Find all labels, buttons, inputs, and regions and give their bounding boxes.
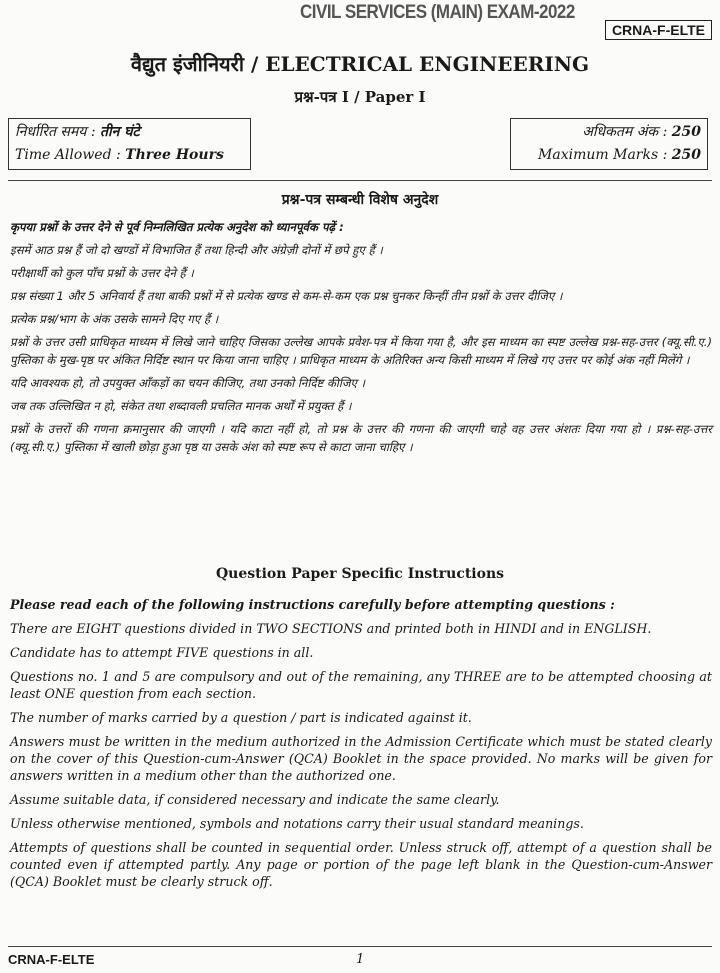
hindi-instruction-item: प्रश्नों के उत्तर उसी प्राधिकृत माध्यम में लिखे जाने चाहिए जिसका उल्लेख आपके प्रवेश-पत्र में किया गया है, और इस माध्यम का स्पष्ट उल्लेख प्रश्न-सह-उत्तर (क्यू.सी.ए.) पुस्तिका के मुख-पृष्ठ पर अंकित निर्दिष्ट स्थान पर किया जाना चाहिए । प्राधिकृत माध्यम के अतिरिक्त अन्य किसी माध्यम में लिखे गए उत्तर पर कोई अंक नहीं मिलेंगे । (10, 335, 712, 367)
hindi-intro: कृपया प्रश्नों के उत्तर देने से पूर्व निम्नलिखित प्रत्येक अनुदेश को ध्यानपूर्वक पढ़ें : (10, 220, 344, 234)
exam-header: CIVIL SERVICES (MAIN) EXAM-2022 (300, 0, 575, 23)
time-hi-label: निर्धारित समय : (15, 124, 96, 140)
english-instruction-item: Attempts of questions shall be counted in sequential order. Unless struck off, attempt of a question shall be counted even if attempted partly. Any page or portion of the page left blank in the Question-cum-Answer (QCA) Booklet must be clearly struck off. (10, 840, 712, 889)
page-number: 1 (356, 952, 365, 967)
hindi-instruction-item: परीक्षार्थी को कुल पाँच प्रश्नों के उत्तर देने हैं । (10, 266, 194, 280)
hindi-instruction-item: प्रश्न संख्या 1 और 5 अनिवार्य हैं तथा बाकी प्रश्नों में से प्रत्येक खण्ड से कम-से-कम एक प्रश्न चुनकर किन्हीं तीन प्रश्नों के उत्तर दीजिए । (10, 289, 563, 303)
paper-title: वैद्युत इंजीनियरी / ELECTRICAL ENGINEERING (130, 52, 590, 76)
english-instruction-item: There are EIGHT questions divided in TWO SECTIONS and printed both in HINDI and in ENGLISH. (10, 621, 652, 636)
time-allowed-box (8, 118, 251, 170)
hindi-instruction-item: प्रत्येक प्रश्न/भाग के अंक उसके सामने दिए गए हैं । (10, 312, 219, 326)
hindi-instruction-item: प्रश्नों के उत्तरों की गणना क्रमानुसार की जाएगी । यदि काटा नहीं हो, तो प्रश्न के उत्तर की गणना की जाएगी चाहे वह उत्तर अंशतः दिया गया हो । प्रश्न-सह-उत्तर (क्यू.सी.ए.) पुस्तिका में खाली छोड़ा हुआ पृष्ठ या उसके अंश को स्पष्ट रूप से काटा जाना चाहिए । (10, 422, 712, 454)
paper-code-box: CRNA-F-ELTE (605, 20, 712, 40)
marks-hi-label: अधिकतम अंक : (582, 124, 668, 140)
marks-en-label: Maximum Marks : (538, 147, 668, 163)
english-instruction-item: Questions no. 1 and 5 are compulsory and out of the remaining, any THREE are to be attempted choosing at least ONE question from each section. (10, 669, 712, 701)
marks-hi-value: 250 (671, 124, 701, 140)
time-en-value: Three Hours (125, 147, 224, 163)
hindi-instructions (10, 218, 712, 461)
hindi-instructions-heading: प्रश्न-पत्र सम्बन्धी विशेष अनुदेश (281, 192, 439, 208)
hindi-instruction-item: इसमें आठ प्रश्न हैं जो दो खण्डों में विभाजित हैं तथा हिन्दी और अंग्रेज़ी दोनों में छपे हुए हैं । (10, 243, 383, 257)
footer-divider (8, 946, 712, 947)
hindi-instruction-item: यदि आवश्यक हो, तो उपयुक्त आँकड़ों का चयन कीजिए, तथा उनको निर्दिष्ट कीजिए । (10, 376, 365, 390)
marks-en-value: 250 (671, 147, 701, 163)
maximum-marks-box (510, 118, 708, 170)
english-instruction-item: Unless otherwise mentioned, symbols and notations carry their usual standard meanings. (10, 816, 584, 831)
paper-subtitle: प्रश्न-पत्र I / Paper I (294, 88, 426, 106)
hindi-instruction-item: जब तक उल्लिखित न हो, संकेत तथा शब्दावली प्रचलित मानक अर्थों में प्रयुक्त हैं । (10, 399, 352, 413)
english-instructions-heading: Question Paper Specific Instructions (215, 566, 505, 582)
time-en-label: Time Allowed : (15, 147, 121, 163)
english-instruction-item: Candidate has to attempt FIVE questions in all. (10, 645, 314, 660)
footer-paper-code: CRNA-F-ELTE (8, 952, 95, 967)
english-instruction-item: Assume suitable data, if considered necessary and indicate the same clearly. (10, 792, 500, 807)
english-instructions (10, 596, 712, 897)
english-instruction-item: The number of marks carried by a question / part is indicated against it. (10, 710, 472, 725)
header-divider (8, 180, 712, 181)
english-instruction-item: Answers must be written in the medium authorized in the Admission Certificate which must be stated clearly on the cover of this Question-cum-Answer (QCA) Booklet in the space provided. No marks will be given for answers written in a medium other than the authorized one. (10, 734, 712, 783)
english-intro: Please read each of the following instructions carefully before attempting questions : (10, 597, 615, 612)
time-hi-value: तीन घंटे (100, 124, 140, 140)
